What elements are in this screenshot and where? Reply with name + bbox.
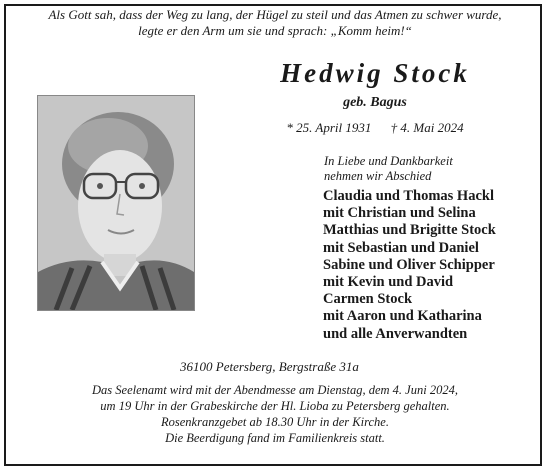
quote-line: Als Gott sah, dass der Weg zu lang, der Hügel zu steil und das Atmen zu schwer wurde, [48,7,502,22]
notice-line: um 19 Uhr in der Grabeskirche der Hl. Lioba zu Petersberg gehalten. [100,399,450,413]
farewell-intro [324,154,453,184]
birth-date: * 25. April 1931 [286,120,372,135]
death-date: † 4. Mai 2024 [390,120,464,135]
notice-line: Rosenkranzgebet ab 18.30 Uhr in der Kirche. [161,415,389,429]
intro-line: nehmen wir Abschied [324,169,432,183]
intro-line: In Liebe und Dankbarkeit [324,154,453,168]
portrait-photo [37,95,195,311]
mourner-line: mit Christian und Selina [323,205,476,222]
mourner-line: und alle Anverwandten [323,325,468,342]
deceased-name: Hedwig Stock [280,58,470,88]
mourner-line: Carmen Stock [323,291,413,308]
mourner-line: mit Aaron und Katharina [323,308,482,325]
mourner-line: mit Sebastian und Daniel [323,239,479,256]
mourner-line: Claudia und Thomas Hackl [323,188,494,204]
mourner-line: Matthias und Brigitte Stock [323,222,496,239]
mourners-list [323,188,496,343]
life-dates [250,120,500,136]
notice-line: Das Seelenamt wird mit der Abendmesse am Dienstag, dem 4. Juni 2024, [92,383,458,397]
funeral-notice [0,382,550,446]
quote-line: legte er den Arm um sie und sprach: „Komm heim!“ [138,23,412,38]
mourner-line: mit Kevin und David [323,274,454,291]
family-address: 36100 Petersberg, Bergstraße 31a [180,359,359,374]
mourner-line: Sabine und Oliver Schipper [323,256,495,273]
notice-line: Die Beerdigung fand im Familienkreis statt. [165,431,385,445]
birth-name: geb. Bagus [343,95,407,110]
opening-quote [0,7,550,39]
